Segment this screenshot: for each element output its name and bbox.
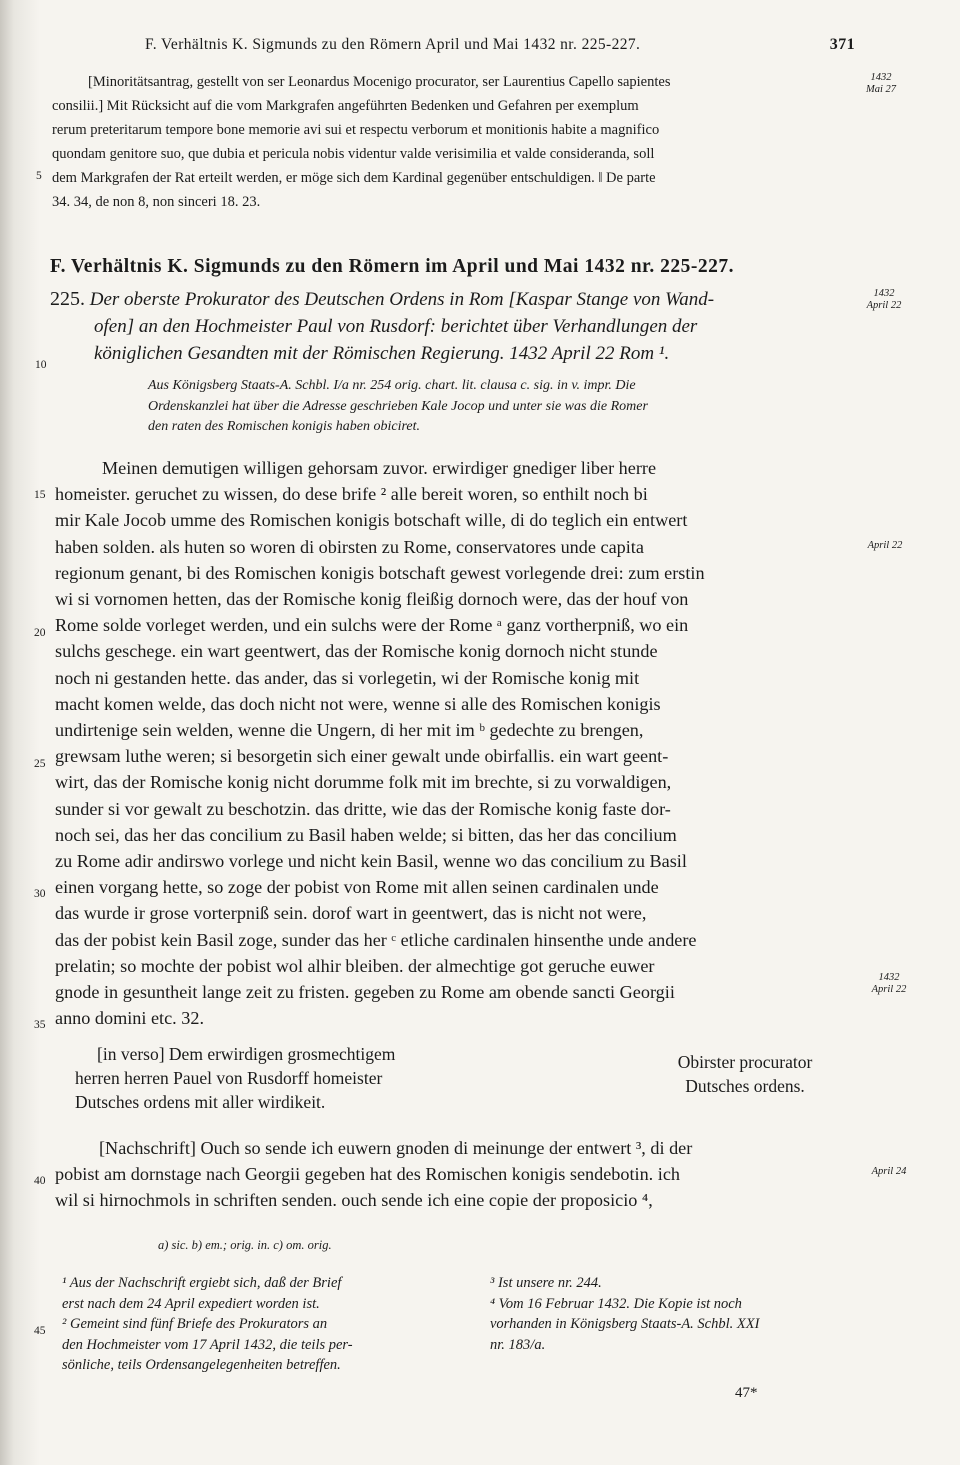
footnotes-left [62,1273,353,1376]
body-line: Rome solde vorleget werden, und ein sulchs were der Rome ᵃ ganz vortherpniß, wo ein [55,615,689,636]
postscript-line: [Nachschrift] Ouch so sende ich euwern gnoden di meinunge der entwert ³, di der [99,1138,693,1158]
margin-date-body-end: 1432 April 22 [871,972,907,995]
line-number: 30 [34,888,46,900]
address-line: herren herren Pauel von Rusdorff homeister [75,1068,383,1088]
footnote-line: ² Gemeint sind fünf Briefe des Prokurators an [62,1316,328,1332]
body-line: anno domini etc. 32. [55,1008,205,1029]
signature-line: Obirster procurator [677,1052,813,1072]
running-head-title: F. Verhältnis K. Sigmunds zu den Römern April und Mai 1432 nr. 225-227. [145,36,641,53]
postscript-line: pobist am dornstage nach Georgii gegeben hat des Romischen konigis sendebotin. ich [55,1164,680,1185]
document-title-line: königlichen Gesandten mit der Römischen Regierung. 1432 April 22 Rom ¹. [94,343,670,364]
footnote-line: den Hochmeister vom 17 April 1432, die teils per- [62,1336,353,1353]
body-line: haben solden. als huten so woren di obirsten zu Rome, conservatores unde capita [55,536,644,557]
footnote-line: erst nach dem 24 April expediert worden ist. [62,1295,320,1312]
signature-line: Dutsches ordens. [685,1076,805,1096]
body-line: homeister. geruchet zu wissen, do dese brife ² alle bereit woren, so enthilt noch bi [55,484,648,505]
body-line: wi si vornomen hetten, das der Romische konig fleißig dornoch were, das der houf von [55,589,689,610]
letter-body [55,455,705,1031]
line-number: 5 [36,170,42,182]
document-title [50,286,714,367]
line-number: 20 [34,627,46,639]
text-critical-notes: a) sic. b) em.; orig. in. c) om. orig. [158,1238,332,1252]
source-line: Aus Königsberg Staats-A. Schbl. I/a nr. 254 orig. chart. lit. clausa c. sig. in v. impr. Die [148,378,636,393]
prev-line: rerum preteritarum tempore bone memorie avi sui et respectu verborum et monitionis habite a magnifico [52,122,660,138]
body-line: undirtenige sein welden, wenne die Ungern, di her mit im ᵇ gedechte zu brengen, [55,720,644,741]
line-number: 45 [34,1325,46,1337]
postscript [55,1135,692,1214]
body-line: das der pobist kein Basil zoge, sunder das her ᶜ etliche cardinalen hinsenthe unde andere [55,929,697,950]
footnote-line: nr. 183/a. [490,1336,546,1353]
signature-block [640,1050,850,1098]
address-line: [in verso] Dem erwirdigen grosmechtigem [97,1044,396,1064]
prev-line: quondam genitore suo, que dubia et pericula nobis videntur valde verisimilia et valde consideranda, soll [52,146,655,162]
line-number: 35 [34,1019,46,1031]
document-title-line: Der oberste Prokurator des Deutschen Ordens in Rom [Kaspar Stange von Wand- [89,289,715,310]
address-in-verso [75,1042,395,1114]
source-line: den raten des Romischen konigis haben obiciret. [148,419,421,434]
prev-line: [Minoritätsantrag, gestellt von ser Leonardus Mocenigo procurator, ser Laurentius Capello sapientes [88,74,671,90]
body-line: regionum genant, bi des Romischen konigis botschaft gewest vorlegende drei: zum erstin [55,562,705,583]
body-line: noch ni gestanden hette. das ander, das si vorlegetin, wi der Romische konig mit [55,667,640,688]
source-description [148,376,648,438]
body-line: einen vorgang hette, so zoge der pobist von Rome mit allen seinen cardinalen unde [55,877,659,898]
line-number: 25 [34,758,46,770]
body-line: wirt, das der Romische konig nicht dorumme folk mit im brechte, si zu vorwaldigen, [55,772,672,793]
previous-document [52,70,670,214]
body-line: zu Rome adir andirswo vorlege und nicht kein Basil, wenne wo das concilium zu Basil [55,851,687,872]
line-number: 40 [34,1175,46,1187]
body-line: gnode in gesuntheit lange zeit zu fristen. gegeben zu Rome am obende sancti Georgii [55,982,675,1003]
line-number: 15 [34,489,46,501]
body-line: sunder si vor gewalt zu beschotzin. das dritte, wie das der Romische konig faste dor- [55,798,671,819]
printer-signature-mark: 47* [735,1385,758,1401]
page-number: 371 [829,36,855,53]
prev-line: 34. 34, de non 8, non sinceri 18. 23. [52,194,261,210]
postscript-line: wil si hirnochmols in schriften senden. ouch sende ich eine copie der proposicio ⁴, [55,1190,653,1211]
footnote-line: ³ Ist unsere nr. 244. [490,1275,602,1291]
footnotes-right [490,1273,759,1355]
prev-line: dem Markgrafen der Rat erteilt werden, er möge sich dem Kardinal gegenüber entschuldigen. ‖ De parte [52,170,656,186]
source-line: Ordenskanzlei hat über die Adresse geschrieben Kale Jocop und unter sie was die Romer [148,398,648,414]
footnote-line: ⁴ Vom 16 Februar 1432. Die Kopie ist noch [490,1295,742,1312]
address-line: Dutsches ordens mit aller wirdikeit. [75,1092,326,1112]
body-line: grewsam luthe weren; si besorgetin sich einer gewalt unde obirfallis. ein wart geent- [55,746,669,767]
margin-date-prev: 1432 Mai 27 [865,72,897,95]
margin-date-title: 1432 April 22 [866,288,902,311]
document-number: 225. [50,288,85,310]
running-head [145,36,855,54]
footnote-line: vorhanden in Königsberg Staats-A. Schbl. XXI [490,1316,760,1332]
body-line: sulchs geschege. ein wart geentwert, das der Romische konig dornoch nicht stunde [55,641,658,662]
margin-date-body: April 22 [867,540,903,551]
body-line: macht komen welde, das doch nicht not were, wenne si alle des Romischen konigis [55,693,661,714]
margin-date-postscript: April 24 [871,1166,907,1177]
document-title-line: ofen] an den Hochmeister Paul von Rusdorf: berichtet über Verhandlungen der [94,316,698,337]
body-line: prelatin; so mochte der pobist wol alhir bleiben. der almechtige got geruche euwer [55,955,655,976]
prev-line: consilii.] Mit Rücksicht auf die vom Markgrafen angeführten Bedenken und Gefahren per exemplum [52,98,639,114]
line-number: 10 [35,359,47,371]
body-line: noch sei, das her das concilium zu Basil haben welde; si bitten, das her das concilium [55,824,677,845]
body-line: mir Kale Jocob umme des Romischen konigis botschaft wille, di do teglich ein entwert [55,510,688,531]
section-heading: F. Verhältnis K. Sigmunds zu den Römern im April und Mai 1432 nr. 225-227. [50,256,735,277]
body-line: Meinen demutigen willigen gehorsam zuvor. erwirdiger gnediger liber herre [102,458,657,478]
footnote-line: sönliche, teils Ordensangelegenheiten betreffen. [62,1357,341,1373]
footnote-line: ¹ Aus der Nachschrift ergiebt sich, daß der Brief [62,1275,342,1291]
body-line: das wurde ir grose vorterpniß sein. dorof wart in geentwert, das is nicht not were, [55,903,647,924]
